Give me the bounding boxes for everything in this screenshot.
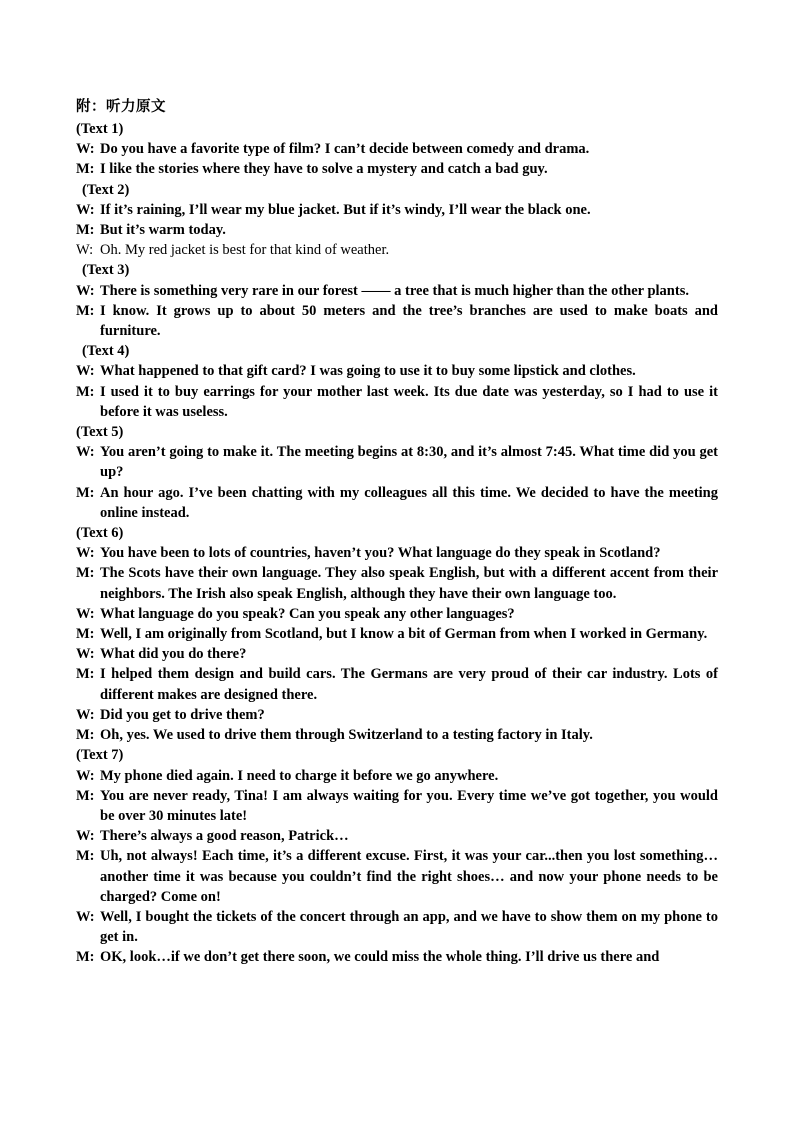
dialogue-text: You aren’t going to make it. The meeting begins at 8:30, and it’s almost 7:45. What time did you get up? [100, 444, 718, 481]
dialogue-text: There’s always a good reason, Patrick… [100, 828, 349, 845]
dialogue-text: OK, look…if we don’t get there soon, we could miss the whole thing. I’ll drive us there and [100, 949, 660, 966]
dialogue-line [76, 826, 718, 846]
speaker-label: M: [76, 949, 95, 966]
speaker-label: W: [76, 363, 95, 380]
dialogue-line [76, 442, 718, 482]
dialogue-line [76, 483, 718, 523]
speaker-label: M: [76, 666, 95, 683]
dialogue-line [76, 301, 718, 341]
speaker-label: W: [76, 605, 95, 622]
speaker-label: M: [76, 161, 95, 178]
dialogue-text: If it’s raining, I’ll wear my blue jacket. But if it’s windy, I’ll wear the black one. [100, 201, 591, 218]
dialogue-text: The Scots have their own language. They also speak English, but with a different accent from their neighbors. The Irish also speak English, although they have their own language too. [100, 565, 718, 602]
dialogue-line [76, 664, 718, 704]
speaker-label: M: [76, 787, 95, 804]
dialogue-text: Oh. My red jacket is best for that kind of weather. [100, 242, 390, 259]
dialogue-text: Do you have a favorite type of film? I can’t decide between comedy and drama. [100, 141, 590, 158]
dialogue-line [76, 786, 718, 826]
speaker-label: M: [76, 484, 95, 501]
dialogue-line [76, 382, 718, 422]
text-section-label: (Text 4) [82, 343, 130, 360]
speaker-label: M: [76, 626, 95, 643]
text-sections [76, 119, 718, 968]
dialogue-text: I used it to buy earrings for your mother last week. Its due date was yesterday, so I had to use it before it was useless. [100, 383, 718, 420]
speaker-label: W: [76, 828, 95, 845]
dialogue-text: You are never ready, Tina! I am always waiting for you. Every time we’ve got together, you would be over 30 minutes late! [100, 787, 718, 824]
speaker-label: M: [76, 727, 95, 744]
dialogue-text: There is something very rare in our forest —— a tree that is much higher than the other plants. [100, 282, 689, 299]
speaker-label: W: [76, 545, 95, 562]
transcript-heading: 附：听力原文 [76, 99, 166, 115]
dialogue-text: What did you do there? [100, 646, 247, 663]
speaker-label: W: [76, 767, 95, 784]
speaker-label: M: [76, 848, 95, 865]
text-section [76, 341, 718, 422]
dialogue-line [76, 644, 718, 664]
dialogue-text: An hour ago. I’ve been chatting with my colleagues all this time. We decided to have the meeting online instead. [100, 484, 718, 521]
speaker-label: W: [76, 646, 95, 663]
dialogue-text: What happened to that gift card? I was going to use it to buy some lipstick and clothes. [100, 363, 636, 380]
speaker-label: W: [76, 706, 95, 723]
dialogue-text: Well, I bought the tickets of the concert through an app, and we have to show them on my phone to get in. [100, 908, 718, 946]
dialogue-text: Well, I am originally from Scotland, but I know a bit of German from when I worked in Germany. [100, 626, 708, 643]
speaker-label: W: [76, 141, 95, 158]
dialogue-line [76, 543, 718, 563]
text-section-label: (Text 2) [82, 181, 130, 198]
dialogue-text: You have been to lots of countries, haven’t you? What language do they speak in Scotland? [100, 545, 661, 562]
text-section-label: (Text 7) [76, 747, 124, 764]
dialogue-line [76, 200, 718, 220]
speaker-label: W: [76, 201, 95, 218]
dialogue-line [76, 907, 718, 947]
speaker-label: W: [76, 444, 95, 461]
text-section-label: (Text 3) [82, 262, 130, 279]
text-section [76, 422, 718, 523]
dialogue-text: I know. It grows up to about 50 meters and the tree’s branches are used to make boats and furniture. [100, 302, 718, 340]
dialogue-text: Did you get to drive them? [100, 706, 265, 723]
dialogue-line [76, 624, 718, 644]
text-section-label: (Text 1) [76, 121, 124, 137]
speaker-label: M: [76, 302, 95, 319]
dialogue-line [76, 947, 718, 967]
text-section [76, 523, 718, 745]
dialogue-text: But it’s warm today. [100, 222, 226, 239]
dialogue-text: Oh, yes. We used to drive them through Switzerland to a testing factory in Italy. [100, 727, 593, 744]
dialogue-line [76, 846, 718, 907]
speaker-label: W: [76, 242, 94, 259]
speaker-label: W: [76, 282, 95, 299]
dialogue-text: I helped them design and build cars. The Germans are very proud of their car industry. Lots of different makes are designed there. [100, 666, 718, 703]
text-section [76, 180, 718, 261]
dialogue-text: What language do you speak? Can you speak any other languages? [100, 605, 515, 622]
dialogue-line [76, 604, 718, 624]
dialogue-line [76, 281, 718, 301]
dialogue-line [76, 361, 718, 381]
text-section-label: (Text 5) [76, 424, 124, 441]
listening-transcript [76, 97, 718, 968]
dialogue-text: Uh, not always! Each time, it’s a different excuse. First, it was your car...then you lost something… another time it was because you couldn’t find the right shoes… and now your phone needs to be charged? Come on! [100, 848, 718, 905]
speaker-label: M: [76, 565, 95, 582]
text-section [76, 745, 718, 967]
dialogue-line [76, 139, 718, 159]
dialogue-line [76, 705, 718, 725]
speaker-label: W: [76, 908, 95, 925]
text-section [76, 119, 718, 180]
text-section [76, 260, 718, 341]
dialogue-line [76, 159, 718, 179]
dialogue-line [76, 725, 718, 745]
text-section-label: (Text 6) [76, 525, 124, 542]
dialogue-line [76, 240, 718, 260]
dialogue-text: My phone died again. I need to charge it before we go anywhere. [100, 767, 499, 784]
dialogue-line [76, 563, 718, 603]
dialogue-line [76, 766, 718, 786]
dialogue-line [76, 220, 718, 240]
speaker-label: M: [76, 383, 95, 400]
speaker-label: M: [76, 222, 95, 239]
dialogue-text: I like the stories where they have to solve a mystery and catch a bad guy. [100, 161, 548, 178]
